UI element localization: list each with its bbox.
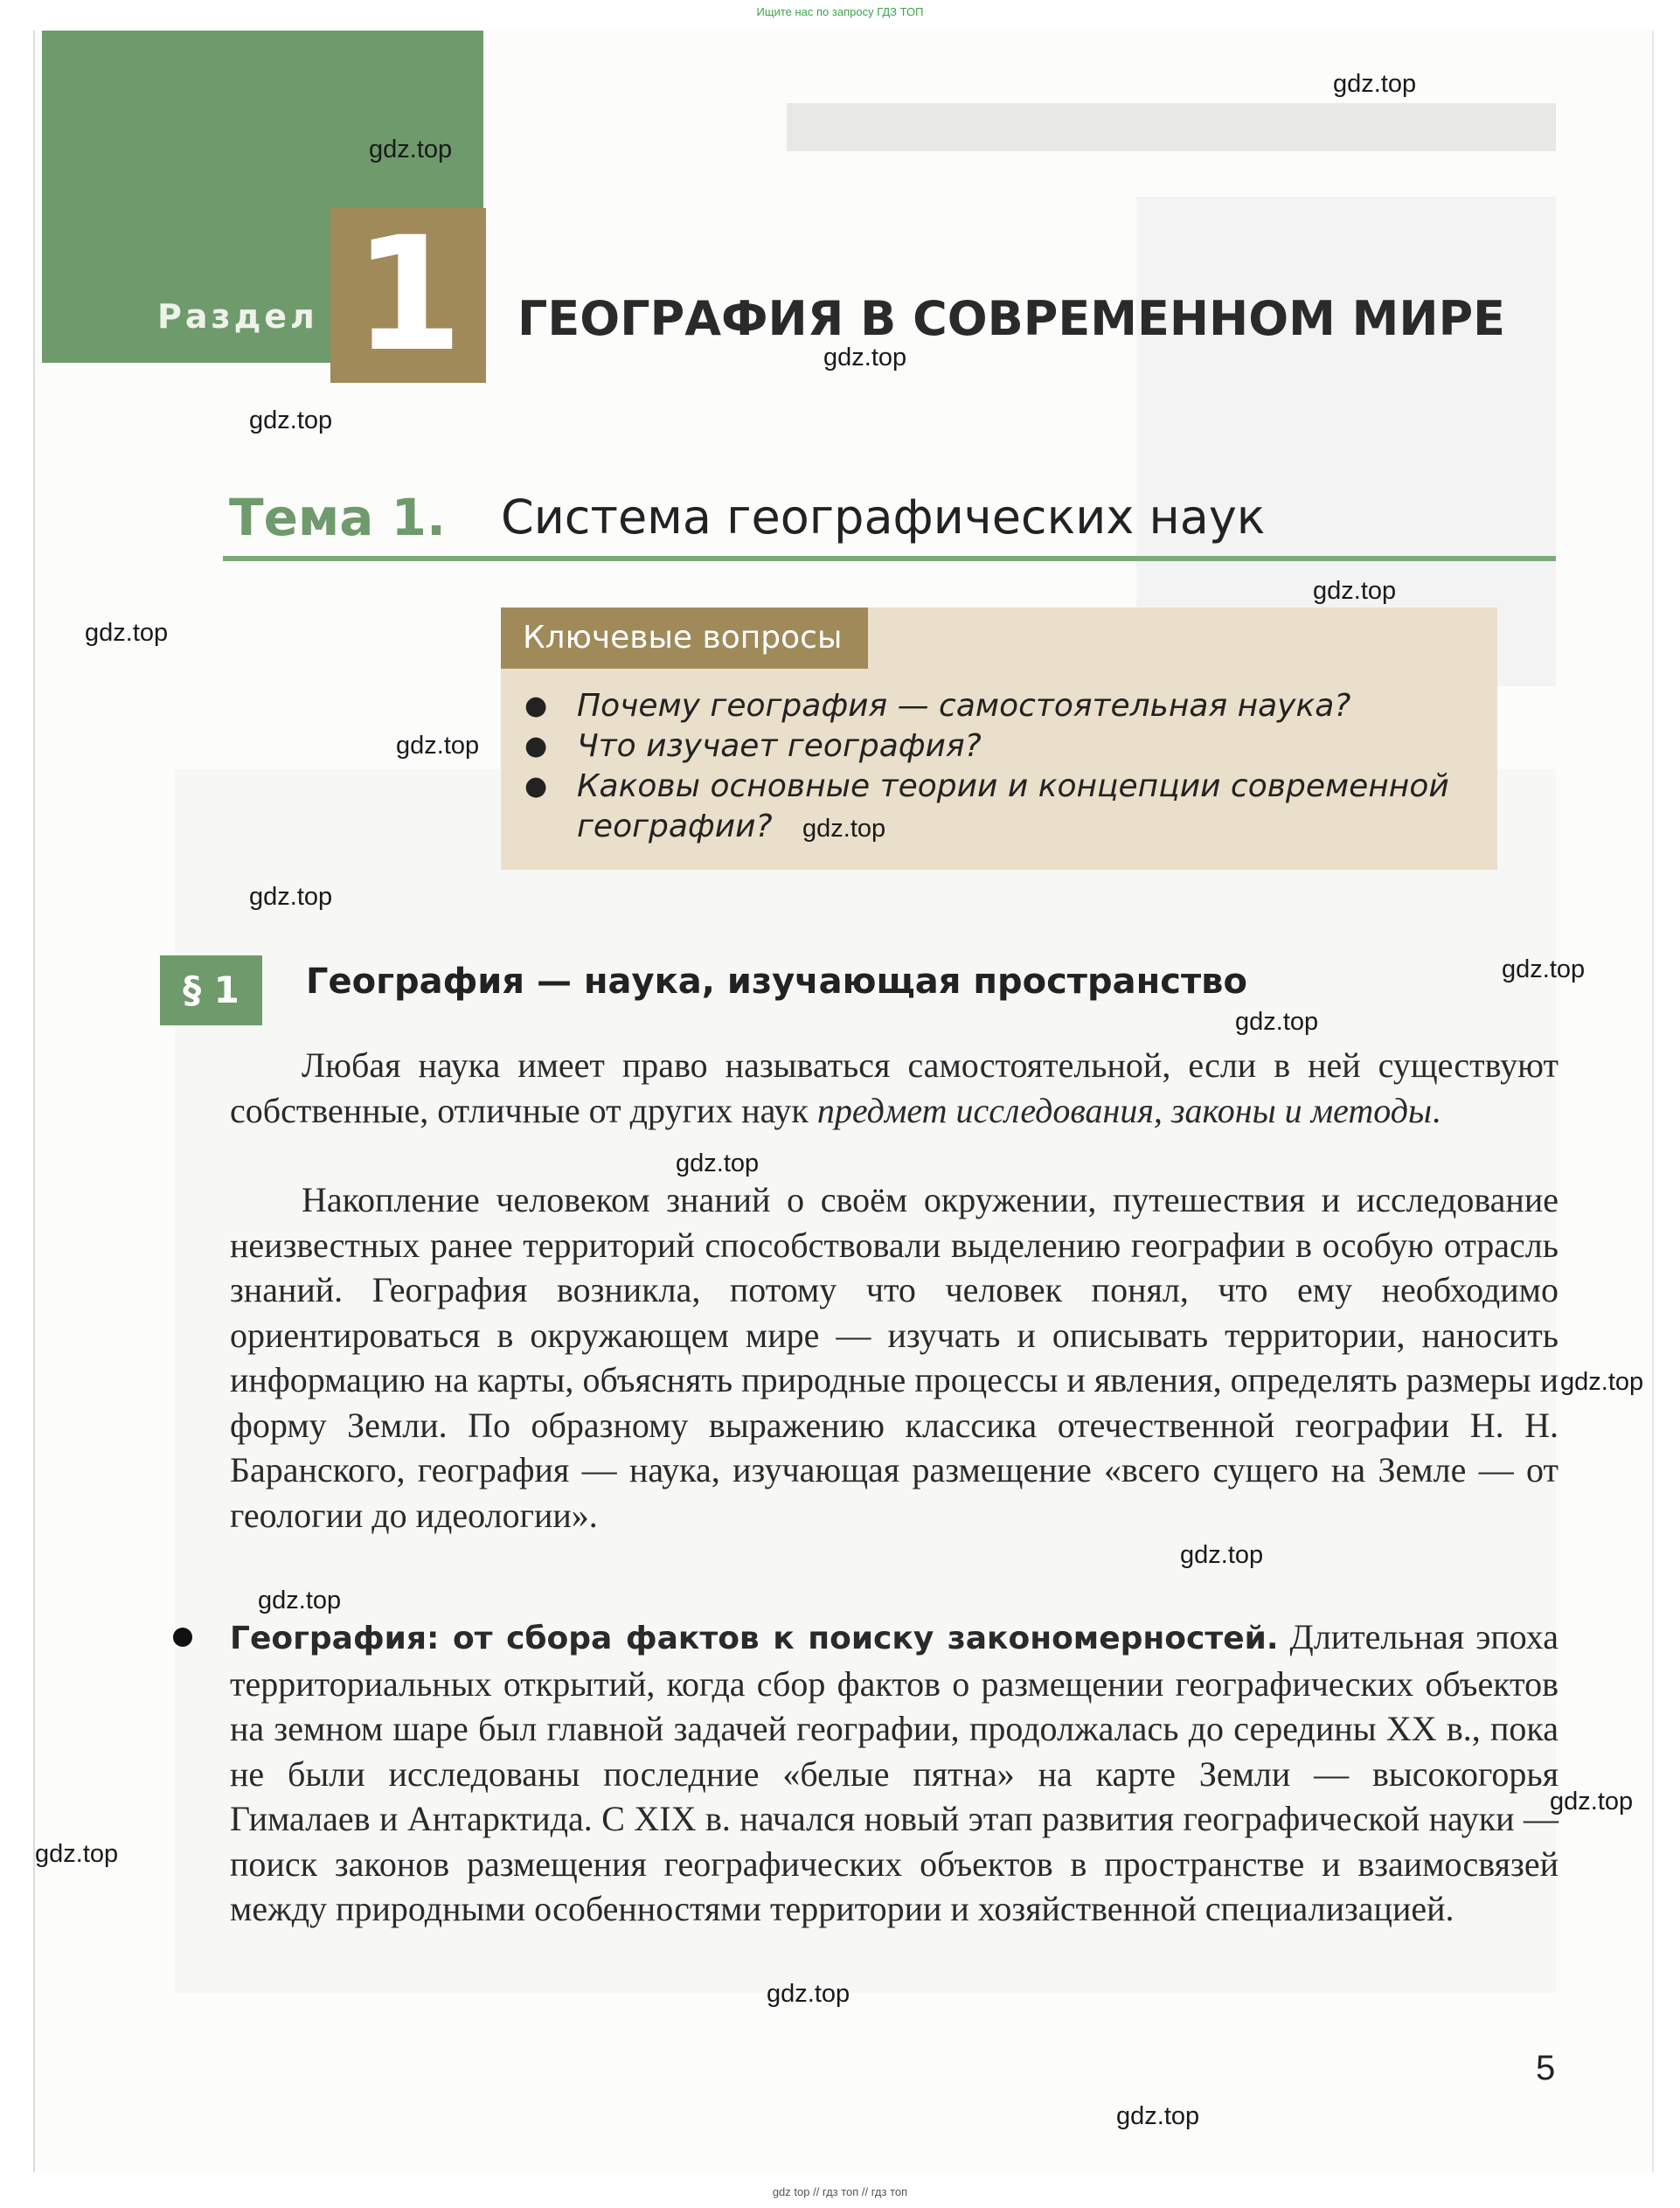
watermark: gdz.top xyxy=(1116,2102,1200,2130)
watermark: gdz.top xyxy=(676,1149,760,1177)
watermark: gdz.top xyxy=(1180,1541,1264,1569)
watermark: gdz.top xyxy=(1235,1008,1319,1036)
list-item: ● Что изучает география? xyxy=(516,726,1495,767)
bullet-icon xyxy=(173,1628,192,1647)
watermark: gdz.top xyxy=(1550,1788,1634,1816)
watermark: gdz.top xyxy=(802,815,886,843)
bottom-note: gdz top // гдз топ // гдз топ xyxy=(772,2185,908,2198)
bullet-icon: ● xyxy=(524,771,548,802)
watermark: gdz.top xyxy=(35,1840,119,1868)
watermark: gdz.top xyxy=(249,406,333,434)
list-item: ● Почему география — самостоятельная наука? xyxy=(516,686,1495,726)
list-item: ● Каковы основные теории и концепции современной географии? xyxy=(524,768,1449,844)
watermark: gdz.top xyxy=(369,135,453,163)
watermark: gdz.top xyxy=(823,344,907,371)
watermark: gdz.top xyxy=(396,732,480,760)
watermark: gdz.top xyxy=(1313,577,1397,605)
bullet-icon: ● xyxy=(524,731,548,761)
body-paragraph-3: География: от сбора фактов к поиску закономерностей. Длительная эпоха территориальных открытий, когда сбор фактов о размещении географических объектов на земном шаре был главной задачей географии, продолжалась до середины XX в., пока не были исследованы последние «белые пятна» на карте Земли — высокогорья Гималаев и Антарктида. С XIX в. начался новый этап развития географической науки — поиск законов размещения географических объектов в пространстве и взаимосвязей между природными особенностями территории и хозяйственной специализацией. xyxy=(230,1617,1559,1928)
watermark: gdz.top xyxy=(767,1980,850,2008)
watermark: gdz.top xyxy=(1333,70,1417,98)
page-number: 5 xyxy=(1536,2049,1556,2087)
watermark: gdz.top xyxy=(249,883,333,911)
bleed-through-header xyxy=(787,103,1556,151)
paragraph-title: География — наука, изучающая пространство xyxy=(306,962,1247,1002)
top-note: Ищите нас по запросу ГДЗ ТОП xyxy=(756,5,924,18)
key-questions-heading: Ключевые вопросы xyxy=(501,608,868,669)
key-questions-list xyxy=(516,686,1495,847)
section-number: 1 xyxy=(330,208,486,383)
subheading: География: от сбора фактов к поиску закономерностей. xyxy=(230,1621,1279,1656)
watermark: gdz.top xyxy=(1560,1368,1644,1396)
bullet-icon: ● xyxy=(524,691,548,721)
watermark: gdz.top xyxy=(258,1587,342,1614)
section-label: Раздел xyxy=(157,297,318,336)
body-paragraph-2: Накопление человеком знаний о своём окружении, путешествия и исследование неизвестных ранее территорий способствовали выделению географии в особую отрасль знаний. География возникла, потому что человек понял, что ему необходимо ориентироваться в окружающем мире — изучать и описывать территории, наносить информацию на карты, объяснять природные процессы и явления, определять размеры и форму Земли. По образному выражению классика отечественной географии Н. Н. Баранского, география — наука, изучающая размещение «всего сущего на Земле — от геологии до идеологии». xyxy=(230,1180,1559,1535)
watermark: gdz.top xyxy=(1502,955,1586,983)
topic-number: Тема 1. xyxy=(229,488,447,547)
topic-divider xyxy=(223,556,1556,561)
paragraph-number: § 1 xyxy=(160,955,262,1025)
section-title: ГЕОГРАФИЯ В СОВРЕМЕННОМ МИРЕ xyxy=(517,291,1506,346)
topic-title: Система географических наук xyxy=(501,490,1266,545)
body-paragraph-1: Любая наука имеет право называться самостоятельной, если в ней существуют собственные, отличные от других наук предмет исследования, законы и методы. xyxy=(230,1045,1559,1130)
watermark: gdz.top xyxy=(85,619,169,647)
